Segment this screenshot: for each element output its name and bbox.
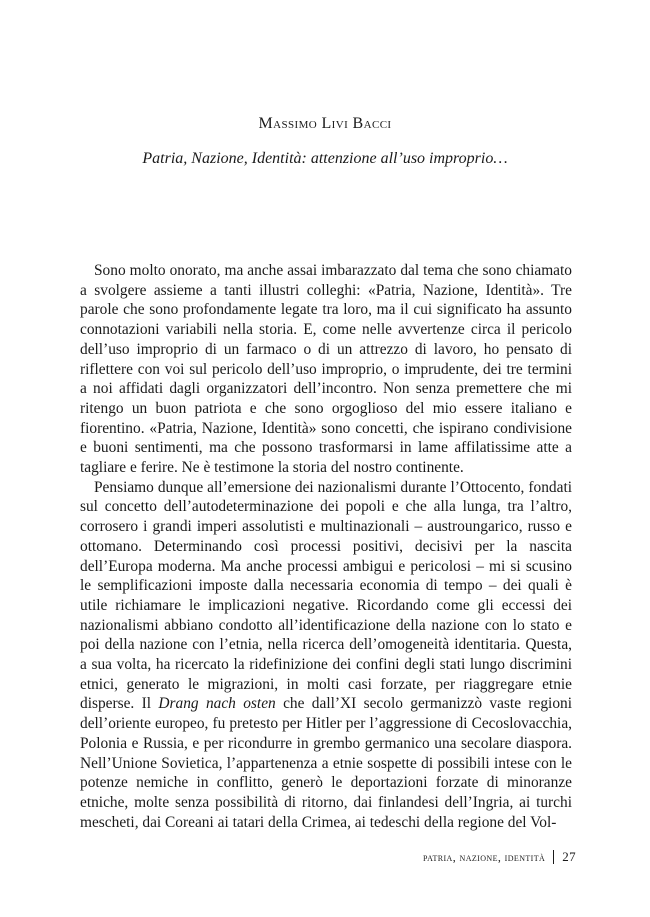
- paragraph-2-text-a: Pensiamo dunque all’emersione dei nazionalismi durante l’Ottocento, fondati sul concetto dell’autodeterminazione dei popoli e che alla lunga, tra l’altro, corrosero i grandi imperi assolutisti e multinazionali – austroungarico, russo e ottomano. Determinando così processi positivi, decisivi per la nascita dell’Europa moderna. Ma anche processi ambigui e pericolosi – mi si scusino le semplificazioni imposte dalla necessaria economia di tempo – dei quali è utile richiamare le implicazioni negative. Ricordando come gli eccessi dei nazionalismi abbiano condotto all’identificazione della nazione con lo stato e poi della nazione con l’etnia, nella ricerca dell’omogeneità identitaria. Questa, a sua volta, ha ricercato la ridefinizione dei confini degli stati lungo discrimini etnici, generato le migrazioni, in molti casi forzate, per riaggregare etnie disperse. Il: [80, 478, 572, 713]
- paragraph-1: Sono molto onorato, ma anche assai imbarazzato dal tema che sono chiamato a svolgere assieme a tanti illustri colleghi: «Patria, Nazione, Identità». Tre parole che sono profondamente legate tra loro, ma il cui significato ha assunto connotazioni variabili nella storia. E, come nelle avvertenze circa il pericolo dell’uso improprio di un farmaco o di un attrezzo di lavoro, ho pensato di riflettere con voi sul pericolo dell’uso improprio, o imprudente, dei tre termini a noi affidati dagli organizzatori dell’incontro. Non senza premettere che mi ritengo un buon patriota e che sono orgoglioso del mio essere italiano e fiorentino. «Patria, Nazione, Identità» sono concetti, che ispirano condivisione e buoni sentimenti, ma che possono trasformarsi in lame affilatissime atte a tagliare e ferire. Ne è testimone la storia del nostro continente.: [80, 262, 572, 477]
- page-number: 27: [562, 849, 576, 864]
- running-title: patria, nazione, identità: [423, 849, 546, 864]
- paragraph-2-text-b: che dall’XI secolo germanizzò vaste regioni dell’oriente europeo, fu pretesto per Hitler per l’aggressione di Cecoslovacchia, Polonia e Russia, e per ricondurre in grembo germanico una secolare diaspora. Nell’Unione Sovietica, l’appartenenza a etnie sospette di possibili intese con le potenze nemiche in conflitto, generò le deportazioni forzate di minoranze etniche, molte senza possibilità di ritorno, dai finlandesi dell’Ingria, ai turchi mescheti, dai Coreani ai tatari della Crimea, ai tedeschi della regione del Vol-: [80, 695, 572, 831]
- paragraph-2-italic-term: Drang nach osten: [158, 695, 276, 713]
- footer-separator: [553, 850, 554, 864]
- paragraph-2: [80, 478, 572, 833]
- author-name: Massimo Livi Bacci: [258, 115, 392, 132]
- body-text: [80, 261, 572, 832]
- article-title: Patria, Nazione, Identità: attenzione all’uso improprio…: [142, 150, 508, 167]
- running-footer: [423, 849, 576, 865]
